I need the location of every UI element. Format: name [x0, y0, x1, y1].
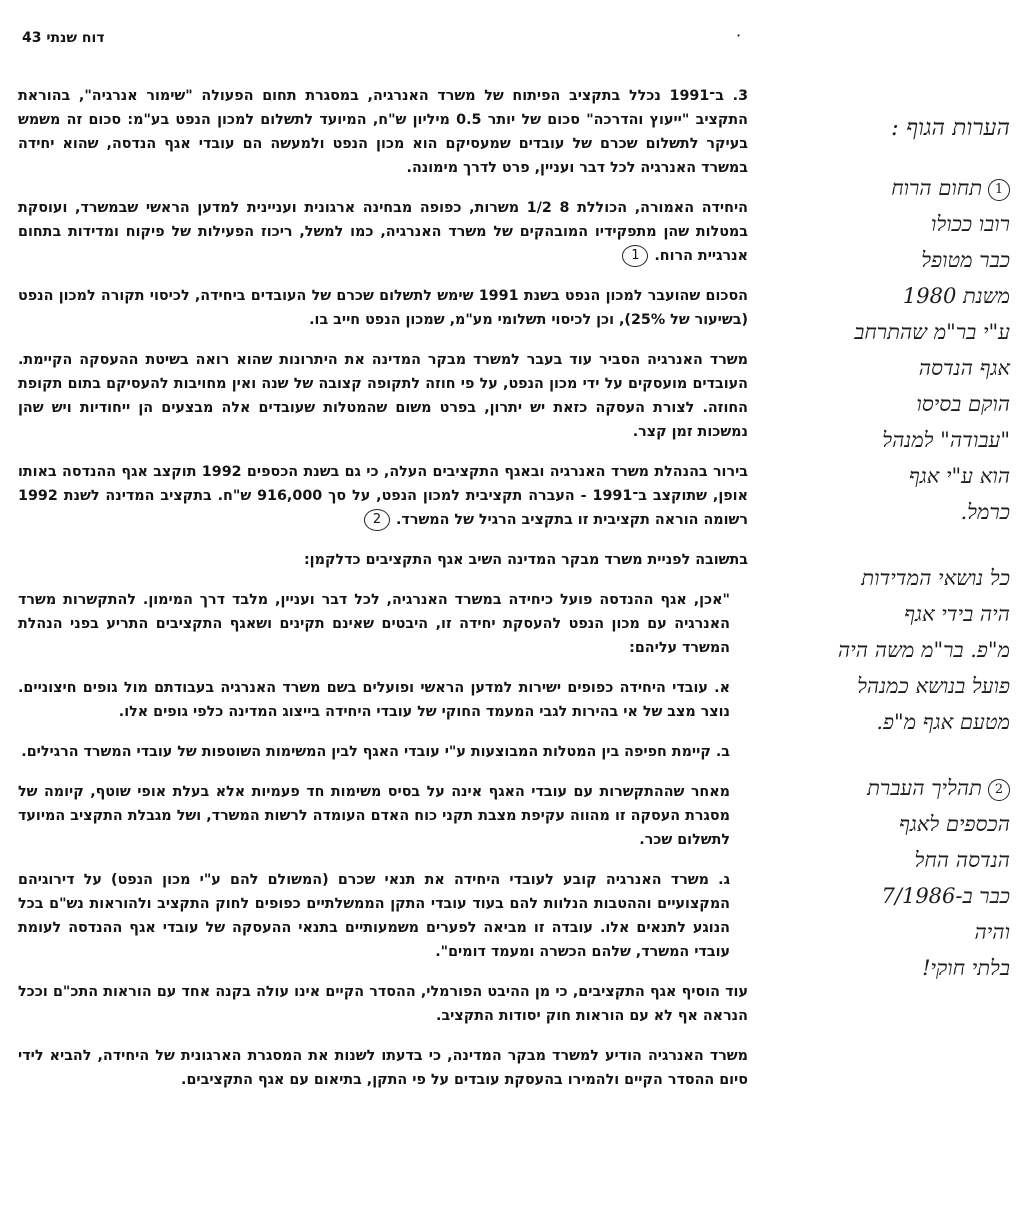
paragraph-formal-aspect: עוד הוסיף אגף התקציבים, כי מן ההיבט הפורמלי, ההסדר הקיים אינו עולה בקנה אחד עם הוראות התכ"ם וככל הנראה אף לא עם הוראות חוק יסודות התקציב.	[18, 984, 748, 1024]
margin-note-measurements	[775, 560, 1010, 740]
quote-item-c: ג. משרד האנרגיה קובע לעובדי היחידה את תנאי שכרם (המשולם להם ע"י מכון הנפט) על דירוגיהם המקצועיים וההטבות הנלוות להם בעוד עובדי התקן הממשלתיים כפופים לחוק התקציב ולהוראות נש"ם בכל הנוגע לתנאים אלו. עובדה זו מביאה לפערים משמעותיים בתנאי ההעסקה של עובדי אגף ההנדסה לעומת עובדי המשרד, שלהם הכשרה ומעמד דומים".	[18, 872, 730, 960]
paragraph-ministry-response: משרד האנרגיה הודיע למשרד מבקר המדינה, כי בדעתו לשנות את המסגרת הארגונית של היחידה, להביא לידי סיום ההסדר הקיים ולהמירו בהעסקת עובדים על פי התקן, בתיאום עם אגף התקציבים.	[18, 1048, 748, 1088]
note-line: הנדסה החל	[914, 848, 1010, 872]
scan-mark: ·	[736, 26, 742, 45]
note-line: כבר מטופל	[921, 248, 1010, 272]
note-line: כרמל.	[960, 500, 1010, 524]
paragraph-section-3: 3. ב־1991 נכלל בתקציב הפיתוח של משרד האנרגיה, במסגרת תחום הפעולה "שימור אנרגיה", בהוראת התקציב "ייעוץ והדרכה" סכום של יותר 0.5 מיליון ש"ח, המיועד לתשלום למכון הנפט בע"מ: סכום זה משמש בעיקר לתשלום שכרם של עובדים שמעסיקם הוא מכון הנפט ולמעשה הם עובדי אגף הנדסה, שהוא יחידה במשרד האנרגיה לכל דבר ועניין, פרט לדרך מימונה.	[18, 88, 749, 176]
paragraph-budget-inquiry	[18, 460, 748, 532]
quote-budget-department: "אכן, אגף ההנדסה פועל כיחידה במשרד האנרגיה, לכל דבר ועניין, מלבד דרך המימון. להתקשרות משרד האנרגיה עם מכון הנפט להעסקת יחידה זו, היבטים שאינם תקינים ושאגף התקציבים התריע בפני הנהלת המשרד עליהם:	[18, 592, 730, 656]
paragraph-ministry-explanation: משרד האנרגיה הסביר עוד בעבר למשרד מבקר המדינה את היתרונות שהוא רואה בשיטת ההעסקה הקיימת. העובדים מועסקים על ידי מכון הנפט, על פי חוזה לתקופה קצובה של שנה ואין מחויבות להעסיקם בתום תקופת החוזה. לצורת העסקה כזאת יש יתרון, בפרט משום שהמטלות שעובדים אלה מבצעים הן ייחודיות ויש שהן נמשכות זמן קצר.	[18, 352, 748, 440]
note-line: מ"פ. בר"מ משה היה	[837, 638, 1010, 662]
note-line: ע"י בר"מ שהתרחב	[854, 320, 1010, 344]
report-body	[18, 84, 748, 1108]
note-line: מטעם אגף מ"פ.	[876, 710, 1010, 734]
handwritten-margin-notes	[775, 110, 1010, 1016]
note-line: "עבודה" למנהל	[882, 428, 1010, 452]
note-line: הוא ע"י אגף	[908, 464, 1010, 488]
note-line: בלתי חוקי!	[922, 956, 1010, 980]
quote-ongoing-nature: מאחר שההתקשרות עם עובדי האגף אינה על בסיס משימות חד פעמיות אלא בעלת אופי שוטף, קיומה של מסגרת העסקה זו מהווה עקיפת מצבת תקני כוח האדם העומדה לרשות המשרד, ושל מגבלת התקציב המיועד לתשלום שכר.	[18, 784, 730, 848]
paragraph-text: בירור בהנהלת משרד האנרגיה ובאגף התקציבים העלה, כי גם בשנת הכספים 1992 תוקצב אגף ההנדסה באותו אופן, שתוקצב ב־1991 - העברה תקציבית למכון הנפט, על סך 916,000 ש"ח. בתקציב המדינה לשנת 1992 רשומה הוראה תקציבית זו בתקציב הרגיל של המשרד.	[18, 464, 748, 528]
paragraph-text: היחידה האמורה, הכוללת 8 1/2 משרות, כפופה מבחינה ארגונית ועניינית למדען הראשי שבמשרד, ועוסקת במטלות שהן מתפקידיו המובהקים של משרד האנרגיה, כמו למשל, ריכוז הפעילות של פיקוח ומדידות בתחום אנרגיית הרוח.	[18, 200, 748, 264]
paragraph-transfer-amount: הסכום שהועבר למכון הנפט בשנת 1991 שימש לתשלום שכרם של העובדים ביחידה, לכיסוי תקורה למכון הנפט (בשיעור של 25%), וכן לכיסוי תשלומי מע"מ, שמכון הנפט חייב בו.	[18, 288, 748, 328]
margin-notes-title: הערות הגוף :	[891, 115, 1010, 141]
note-line: פועל בנושא כמנהל	[857, 674, 1010, 698]
note-line: תהליך העברת	[867, 776, 982, 800]
paragraph-budget-response-intro: בתשובה לפניית משרד מבקר המדינה השיב אגף התקציבים כדלקמן:	[303, 552, 748, 568]
margin-note-2	[775, 770, 1010, 986]
note-line: הוקם בסיסו	[916, 392, 1010, 416]
note-line: היה בידי אגף	[904, 602, 1010, 626]
circled-marker-2: 2	[364, 509, 390, 531]
quote-item-a: א. עובדי היחידה כפופים ישירות למדען הראשי ופועלים בשם משרד האנרגיה בעבודתם מול גופים חיצוניים. נוצר מצב של אי בהירות לגבי המעמד החוקי של עובדי היחידה בייצוג המדינה כלפי גופים אלו.	[18, 680, 730, 720]
margin-note-1-number: 1	[988, 179, 1010, 201]
note-line: כבר ב-7/1986	[881, 884, 1010, 908]
paragraph-unit-description	[18, 196, 748, 268]
circled-marker-1: 1	[622, 245, 648, 267]
margin-note-1	[775, 170, 1010, 530]
note-line: והיה	[974, 920, 1010, 944]
margin-note-2-number: 2	[988, 779, 1010, 801]
note-line: רובו ככולו	[931, 212, 1010, 236]
note-line: הכספים לאגף	[898, 812, 1010, 836]
note-line: אגף הנדסה	[918, 356, 1010, 380]
note-line: תחום הרוח	[891, 176, 982, 200]
quote-item-b: ב. קיימת חפיפה בין המטלות המבוצעות ע"י עובדי האגף לבין המשימות השוטפות של עובדי המשרד הרגילים.	[21, 744, 730, 760]
page-header: דוח שנתי 43	[22, 30, 105, 46]
note-line: כל נושאי המדידות	[861, 566, 1010, 590]
note-line: משנת 1980	[902, 284, 1010, 308]
